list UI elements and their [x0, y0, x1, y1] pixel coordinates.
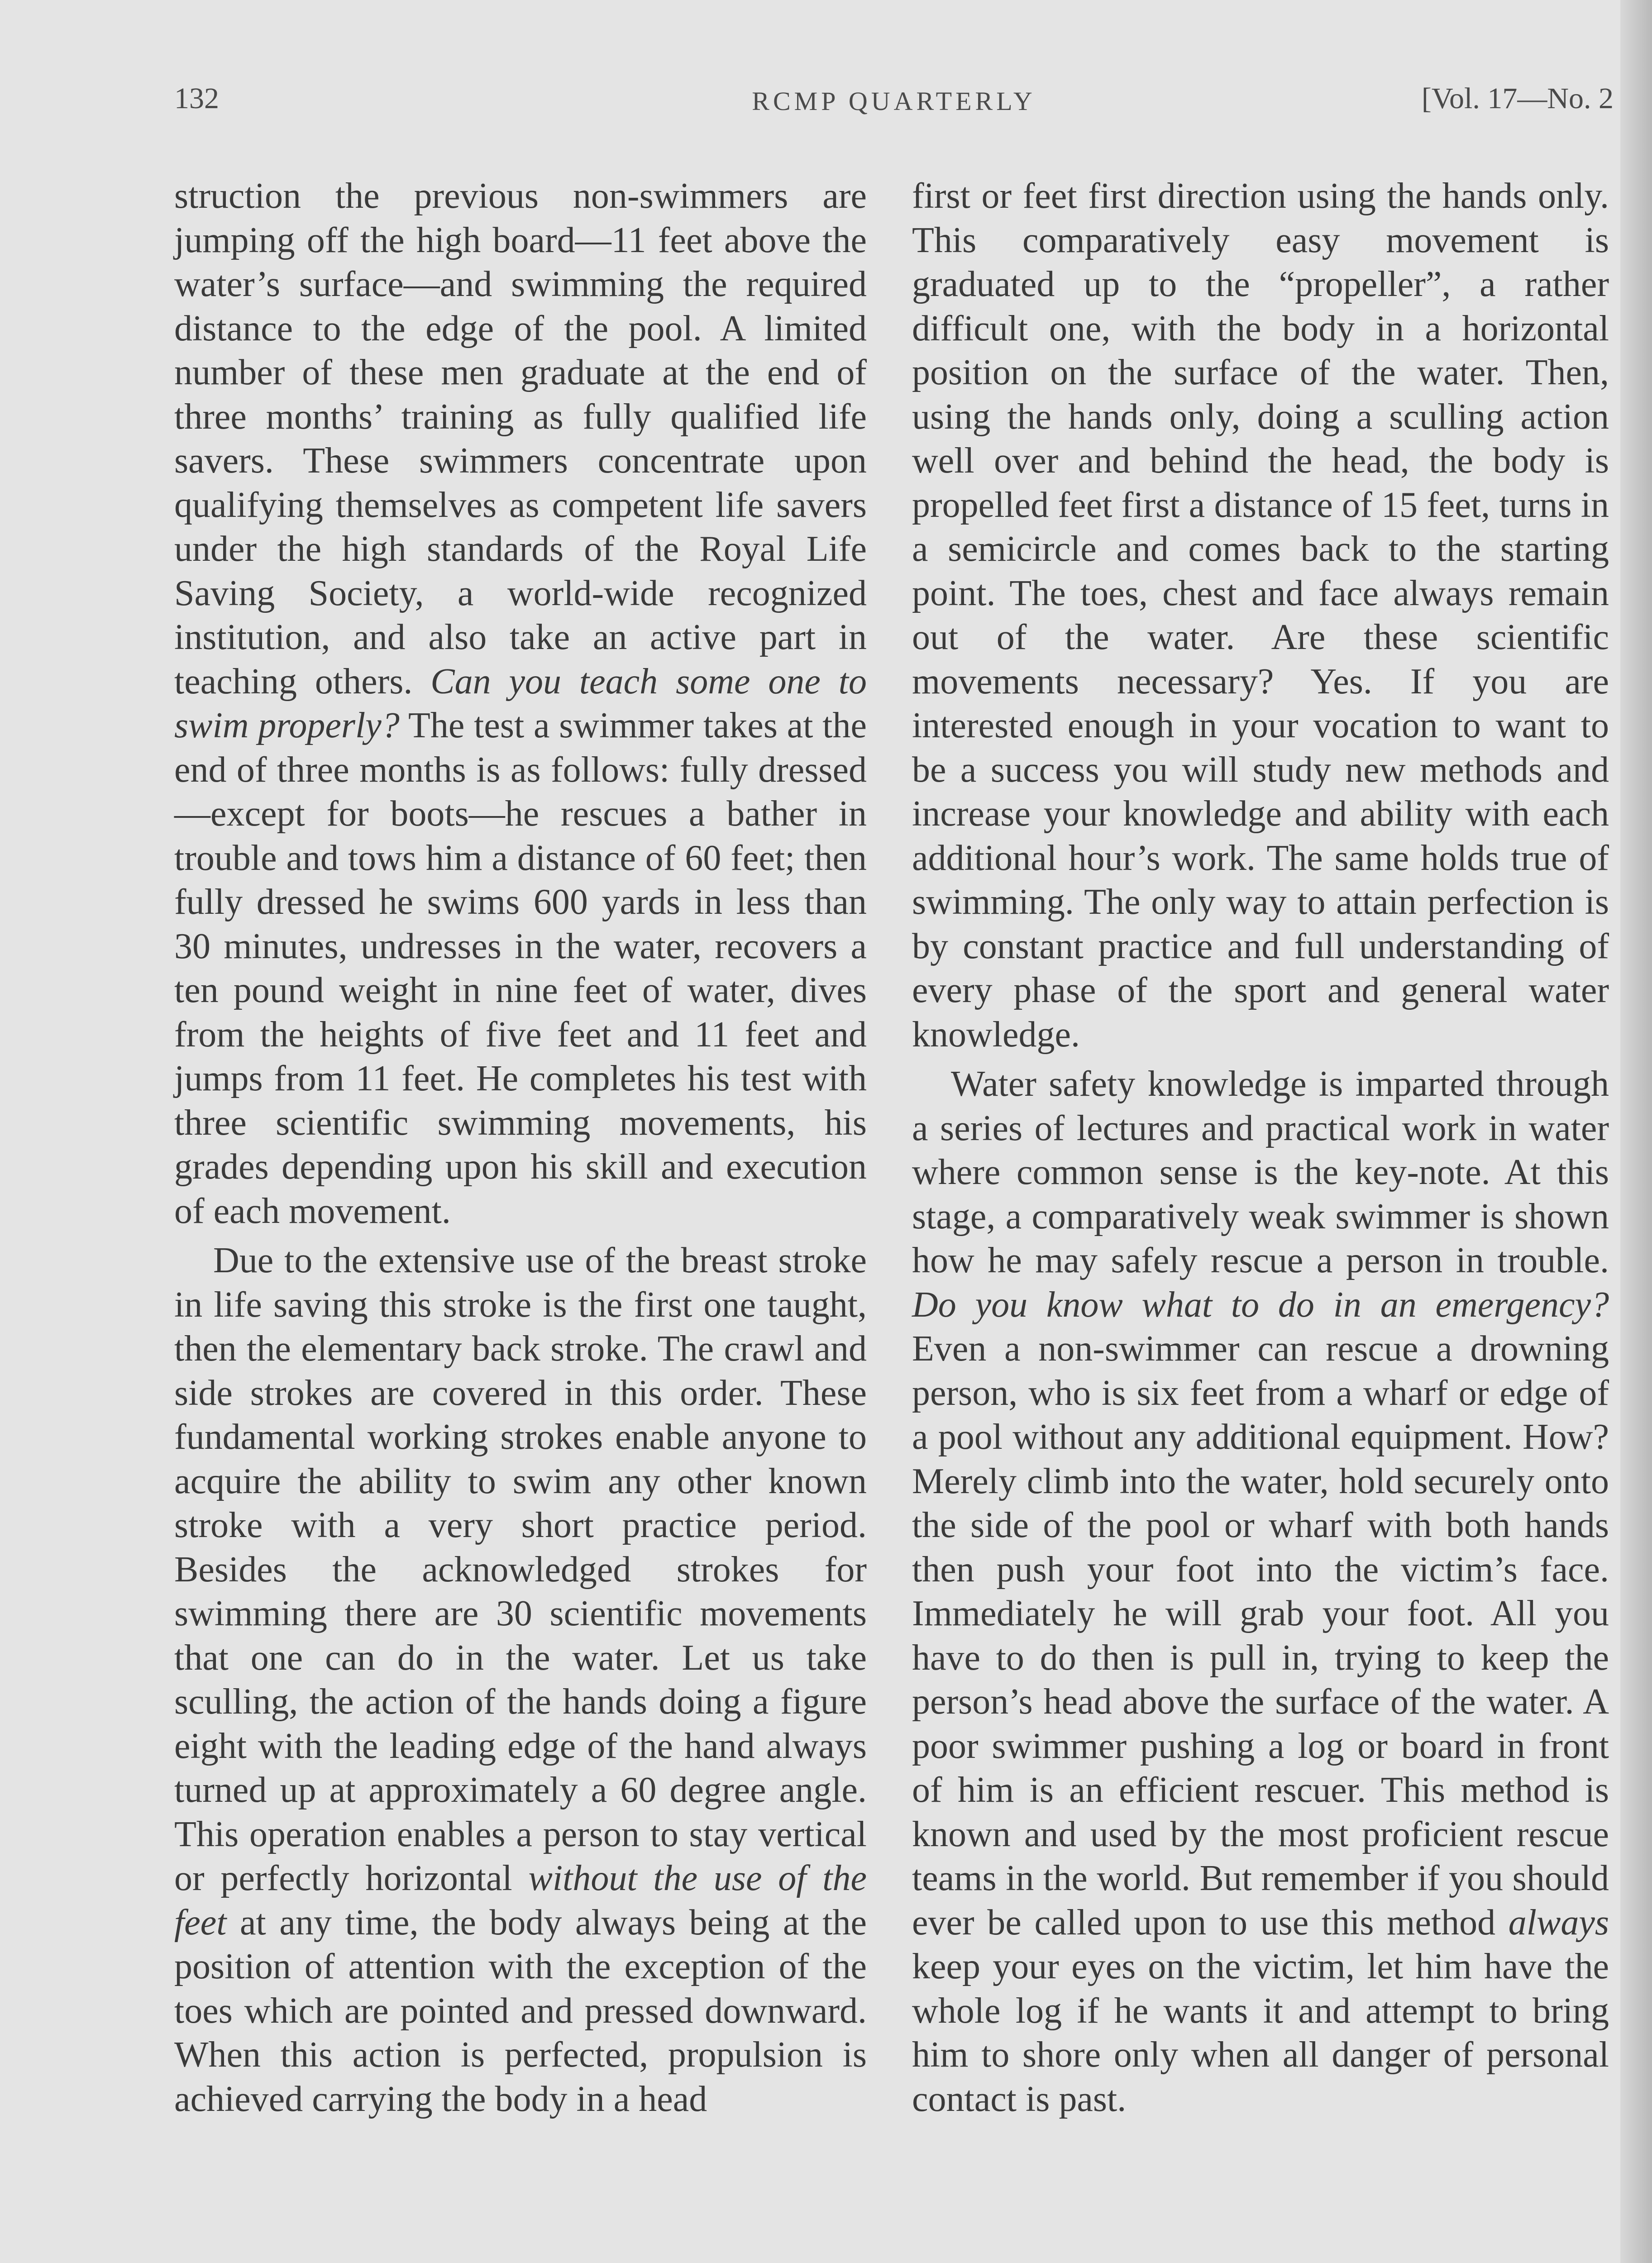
right-column — [912, 174, 1609, 2121]
italic-question: Do you know what to do in an emergency? — [912, 1284, 1609, 1325]
left-column — [174, 174, 867, 2121]
page-edge-shadow — [1620, 0, 1652, 2263]
text-run: Water safety knowledge is imparted through a series of lectures and practical work in water where common sense is the key-note. At this stage, a comparatively weak swimmer is shown how he may safely rescue a person in trouble. — [912, 1064, 1609, 1280]
paragraph — [912, 1062, 1609, 2121]
running-head — [174, 81, 1614, 127]
text-run: Even a non-swimmer can rescue a drowning person, who is six feet from a wharf or edge of a pool without any additional equipment. How? Merely climb into the water, hold securely onto the side of the pool or wharf with both hands then push your foot into the victim’s face. Immediately he will grab your foot. All you have to do then is pull in, trying to keep the person’s head above the surface of the water. A poor swimmer pushing a log or board in front of him is an efficient rescuer. This method is known and used by the most proficient rescue teams in the world. But remember if you should ever be called upon to use this method — [912, 1329, 1609, 1943]
italic-emphasis: always — [1508, 1902, 1609, 1943]
text-run: The test a swimmer takes at the end of three months is as follows: fully dressed—except for boots—he rescues a bather in trouble and tows him a distance of 60 feet; then fully dressed he swims 600 yards in less than 30 minutes, undresses in the water, recovers a ten pound weight in nine feet of water, dives from the heights of five feet and 11 feet and jumps from 11 feet. He completes his test with three scientific swimming movements, his grades depending upon his skill and execution of each movement. — [174, 706, 867, 1231]
issue-label: [Vol. 17—No. 2 — [1421, 82, 1614, 115]
italic-question: Can you teach some one to swim properly? — [174, 661, 867, 745]
text-run: keep your eyes on the victim, let him have the whole log if he wants it and attempt to bring him to shore only when all danger of personal contact is past. — [912, 1947, 1609, 2119]
journal-title: RCMP QUARTERLY — [752, 86, 1036, 116]
text-run: Due to the extensive use of the breast stroke in life saving this stroke is the first one taught, then the elementary back stroke. The crawl and side strokes are covered in this order. These fundamental working strokes enable anyone to acquire the ability to swim any other known stroke with a very short practice period. Besides the acknowledged strokes for swimming there are 30 scientific movements that one can do in the water. Let us take sculling, the action of the hands doing a figure eight with the leading edge of the hand always turned up at approximately a 60 degree angle. This operation enables a person to stay vertical or perfectly horizontal — [174, 1241, 867, 1898]
paragraph — [174, 1239, 867, 2121]
paragraph — [174, 174, 867, 1233]
text-run: struction the previous non-swimmers are jumping off the high board—11 feet above the water’s surface—and swimming the required distance to the edge of the pool. A limited number of these men graduate at the end of three months’ training as fully qualified life savers. These swimmers concentrate upon qualifying themselves as competent life savers under the high standards of the Royal Life Saving Society, a world-wide recognized institution, and also take an active part in teaching others. — [174, 176, 867, 702]
text-run: at any time, the body always being at the position of attention with the exception of the toes which are pointed and pressed downward. When this action is perfected, propulsion is achieved carrying the body in a head — [174, 1902, 867, 2119]
page-number: 132 — [174, 82, 219, 115]
paragraph: first or feet first direction using the hands only. This comparatively easy movement is graduated up to the “propeller”, a rather difficult one, with the body in a horizontal position on the surface of the water. Then, using the hands only, doing a sculling action well over and behind the head, the body is propelled feet first a distance of 15 feet, turns in a semicircle and comes back to the starting point. The toes, chest and face always remain out of the water. Are these scientific movements necessary? Yes. If you are interested enough in your vocation to want to be a success you will study new methods and increase your knowledge and ability with each additional hour’s work. The same holds true of swimming. The only way to attain perfection is by constant practice and full understanding of every phase of the sport and general water knowledge. — [912, 176, 1609, 1055]
italic-emphasis: without the use of the feet — [174, 1858, 867, 1943]
